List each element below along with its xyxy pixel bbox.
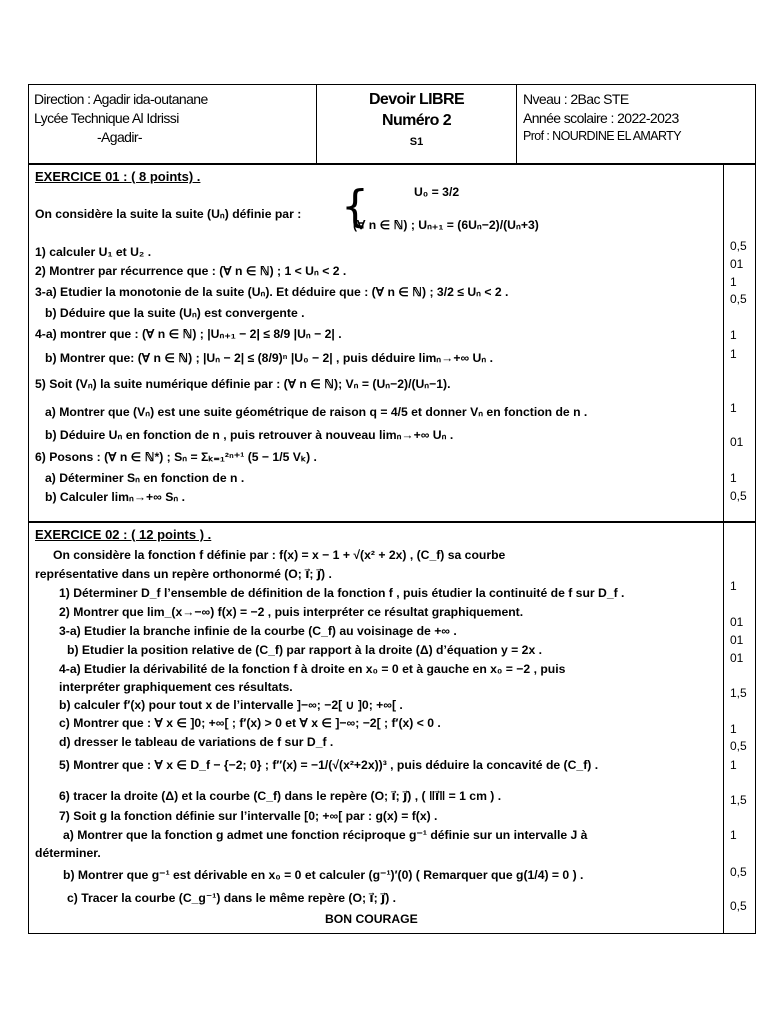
ex1-points: 01 [730, 435, 744, 449]
ex2-q5: 5) Montrer que : ∀ x ∈ D_f − {−2; 0} ; f″(x) = −1/(√(x²+2x))³ , puis déduire la concavité de (C_f) . [59, 758, 599, 772]
ex1-points: 0,5 [730, 489, 747, 503]
header-direction: Direction : Agadir ida-outanane [34, 91, 208, 107]
ex2-intro-line1: On considère la fonction f définie par : f(x) = x − 1 + √(x² + 2x) , (C_f) sa courbe [53, 548, 506, 562]
ex2-q7a-line2: déterminer. [35, 846, 101, 860]
ex1-q3b: b) Déduire que la suite (Uₙ) est convergente . [45, 306, 305, 320]
ex2-q7: 7) Soit g la fonction définie sur l’intervalle [0; +∞[ par : g(x) = f(x) . [59, 809, 438, 823]
ex1-points: 1 [730, 328, 737, 342]
ex1-points: 1 [730, 275, 737, 289]
ex2-q4c: c) Montrer que : ∀ x ∈ ]0; +∞[ ; f′(x) > 0 et ∀ x ∈ ]−∞; −2[ ; f′(x) < 0 . [59, 716, 441, 730]
exam-semester: S1 [409, 136, 424, 148]
exercise-1-title: EXERCICE 01 : ( 8 points) . [35, 169, 201, 184]
ex2-q7b: b) Montrer que g⁻¹ est dérivable en x₀ = 0 et calculer (g⁻¹)′(0) ( Remarquer que g(1/4) = 0 ) . [63, 868, 584, 882]
ex1-q6: 6) Posons : (∀ n ∈ ℕ*) ; Sₙ = Σₖ₌₁²ⁿ⁺¹ (5 − 1/5 Vₖ) . [35, 450, 317, 464]
points-column-divider [723, 523, 724, 933]
ex2-points: 01 [730, 633, 744, 647]
ex1-intro: On considère la suite la suite (Uₙ) définie par : [35, 207, 302, 221]
ex2-q7a-line1: a) Montrer que la fonction g admet une fonction réciproque g⁻¹ définie sur un intervalle J à [63, 828, 588, 842]
exercise-2-box [28, 522, 756, 934]
exercise-2-title: EXERCICE 02 : ( 12 points ) . [35, 527, 212, 542]
ex2-points: 1,5 [730, 793, 747, 807]
ex1-q2: 2) Montrer par récurrence que : (∀ n ∈ ℕ) ; 1 < Uₙ < 2 . [35, 264, 347, 278]
ex1-q5a: a) Montrer que (Vₙ) est une suite géométrique de raison q = 4/5 et donner Vₙ en fonction de n . [45, 405, 588, 419]
ex2-points: 0,5 [730, 739, 747, 753]
ex1-points: 01 [730, 257, 744, 271]
ex2-points: 0,5 [730, 865, 747, 879]
ex2-points: 0,5 [730, 899, 747, 913]
closing-message: BON COURAGE [325, 912, 418, 926]
ex2-q3a: 3-a) Etudier la branche infinie de la courbe (C_f) au voisinage de +∞ . [59, 624, 457, 638]
ex2-q2: 2) Montrer que lim_(x→−∞) f(x) = −2 , puis interpréter ce résultat graphiquement. [59, 605, 524, 619]
exam-header [28, 84, 756, 164]
ex1-system-line1: U₀ = 3/2 [414, 185, 460, 199]
system-brace: { [341, 181, 369, 232]
exam-number: Numéro 2 [382, 112, 451, 129]
ex2-intro-line2: représentative dans un repère orthonormé (O; i⃗; j⃗) . [35, 567, 332, 581]
header-title-cell [317, 85, 517, 163]
ex2-points: 01 [730, 615, 744, 629]
ex2-points: 1 [730, 579, 737, 593]
ex1-points: 1 [730, 471, 737, 485]
ex1-q6b: b) Calculer limₙ→+∞ Sₙ . [45, 490, 185, 504]
ex1-points: 0,5 [730, 292, 747, 306]
ex2-q3b: b) Etudier la position relative de (C_f) par rapport à la droite (Δ) d’équation y = 2x . [67, 643, 543, 657]
header-info-cell [517, 85, 755, 163]
ex2-q1: 1) Déterminer D_f l’ensemble de définition de la fonction f , puis étudier la continuité de f sur D_f . [59, 586, 625, 600]
header-year: Année scolaire : 2022-2023 [523, 110, 679, 126]
ex2-q4a-line1: 4-a) Etudier la dérivabilité de la fonction f à droite en x₀ = 0 et à gauche en x₀ = −2 , puis [59, 662, 566, 676]
ex2-points: 1 [730, 722, 737, 736]
exam-title: Devoir LIBRE [368, 91, 465, 108]
ex1-system-line2: (∀ n ∈ ℕ) ; Uₙ₊₁ = (6Uₙ−2)/(Uₙ+3) [353, 218, 539, 232]
ex1-q3a: 3-a) Etudier la monotonie de la suite (Uₙ). Et déduire que : (∀ n ∈ ℕ) ; 3/2 ≤ Uₙ < 2 . [35, 285, 509, 299]
header-school: Lycée Technique Al Idrissi [34, 110, 179, 126]
header-city: -Agadir- [97, 129, 142, 145]
ex2-q7c: c) Tracer la courbe (C_g⁻¹) dans le même repère (O; i⃗; j⃗) . [67, 891, 397, 905]
ex1-points: 1 [730, 347, 737, 361]
ex1-q1: 1) calculer U₁ et U₂ . [35, 245, 152, 259]
ex2-points: 1 [730, 758, 737, 772]
ex2-points: 1 [730, 828, 737, 842]
header-teacher: Prof : NOURDINE EL AMARTY [523, 129, 681, 143]
points-column-divider [723, 165, 724, 521]
ex1-q4a: 4-a) montrer que : (∀ n ∈ ℕ) ; |Uₙ₊₁ − 2| ≤ 8/9 |Uₙ − 2| . [35, 327, 342, 341]
ex1-q5: 5) Soit (Vₙ) la suite numérique définie par : (∀ n ∈ ℕ); Vₙ = (Uₙ−2)/(Uₙ−1). [35, 377, 451, 391]
header-level: Nveau : 2Bac STE [523, 91, 629, 107]
ex2-points: 01 [730, 651, 744, 665]
ex1-q5b: b) Déduire Uₙ en fonction de n , puis retrouver à nouveau limₙ→+∞ Uₙ . [45, 428, 454, 442]
exercise-1-box [28, 164, 756, 522]
ex2-q4a-line2: interpréter graphiquement ces résultats. [59, 680, 293, 694]
ex1-q4b: b) Montrer que: (∀ n ∈ ℕ) ; |Uₙ − 2| ≤ (8/9)ⁿ |U₀ − 2| , puis déduire limₙ→+∞ Uₙ . [45, 351, 493, 365]
ex2-q6: 6) tracer la droite (Δ) et la courbe (C_f) dans le repère (O; i⃗; j⃗) , ( ‖i⃗‖ = 1 cm ) . [59, 789, 502, 803]
ex1-q6a: a) Déterminer Sₙ en fonction de n . [45, 471, 245, 485]
ex2-points: 1,5 [730, 686, 747, 700]
ex2-q4d: d) dresser le tableau de variations de f sur D_f . [59, 735, 334, 749]
ex2-q4b: b) calculer f′(x) pour tout x de l’intervalle ]−∞; −2[ ∪ ]0; +∞[ . [59, 698, 403, 712]
ex1-points: 1 [730, 401, 737, 415]
header-school-cell [29, 85, 317, 163]
ex1-points: 0,5 [730, 239, 747, 253]
